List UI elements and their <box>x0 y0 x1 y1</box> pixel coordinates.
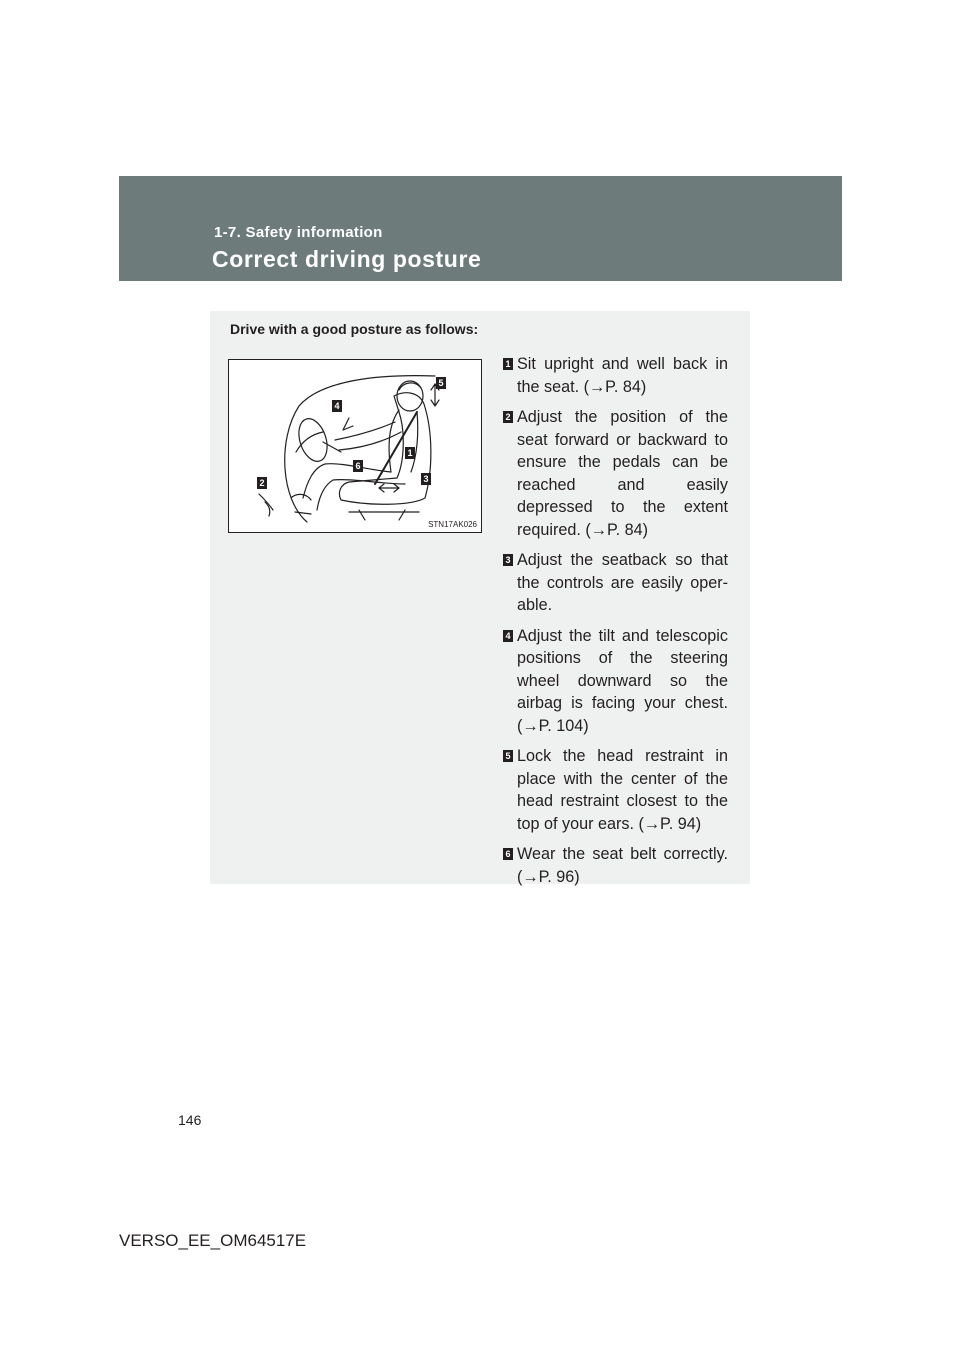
step-text: Wear the seat belt correctly. (→P. 96) <box>517 845 728 886</box>
svg-text:3: 3 <box>423 474 429 484</box>
list-item <box>503 549 728 617</box>
step-number-badge: 5 <box>503 750 513 762</box>
list-item <box>503 353 728 398</box>
content-box <box>210 311 750 884</box>
list-item <box>503 745 728 835</box>
intro-text: Drive with a good posture as follows: <box>230 321 479 337</box>
header-band <box>119 176 842 281</box>
list-item <box>503 625 728 738</box>
driving-posture-illustration <box>228 359 482 533</box>
posture-steps-list <box>503 353 728 896</box>
step-number-badge: 1 <box>503 358 513 370</box>
step-number-badge: 6 <box>503 848 513 860</box>
svg-text:1: 1 <box>407 448 413 458</box>
list-item <box>503 843 728 888</box>
step-number-badge: 4 <box>503 630 513 642</box>
step-text: Lock the head restraint in place with the center of the head restraint closest to the top of your ears. (→P. 94) <box>517 747 728 833</box>
step-text: Adjust the position of the seat forward or backward to ensure the pedals can be reached and easily depressed to the extent required. (→P. 84) <box>517 408 728 539</box>
svg-text:5: 5 <box>438 378 444 388</box>
figure-code: STN17AK026 <box>428 520 477 529</box>
step-text: Adjust the tilt and telescopic positions of the steering wheel downward so the airbag is facing your chest. (→P. 104) <box>517 626 728 735</box>
step-text: Sit upright and well back in the seat. (→P. 84) <box>517 355 728 396</box>
svg-text:6: 6 <box>355 461 361 471</box>
svg-text:2: 2 <box>259 478 265 488</box>
document-code: VERSO_EE_OM64517E <box>119 1231 307 1250</box>
page-title: Correct driving posture <box>212 246 482 272</box>
step-text: Adjust the seatback so that the controls are easily oper-able. <box>517 551 728 614</box>
page-number: 146 <box>178 1112 202 1128</box>
svg-text:4: 4 <box>334 401 340 411</box>
step-number-badge: 3 <box>503 554 513 566</box>
step-number-badge: 2 <box>503 411 513 423</box>
list-item <box>503 406 728 541</box>
section-label: 1-7. Safety information <box>214 224 383 241</box>
